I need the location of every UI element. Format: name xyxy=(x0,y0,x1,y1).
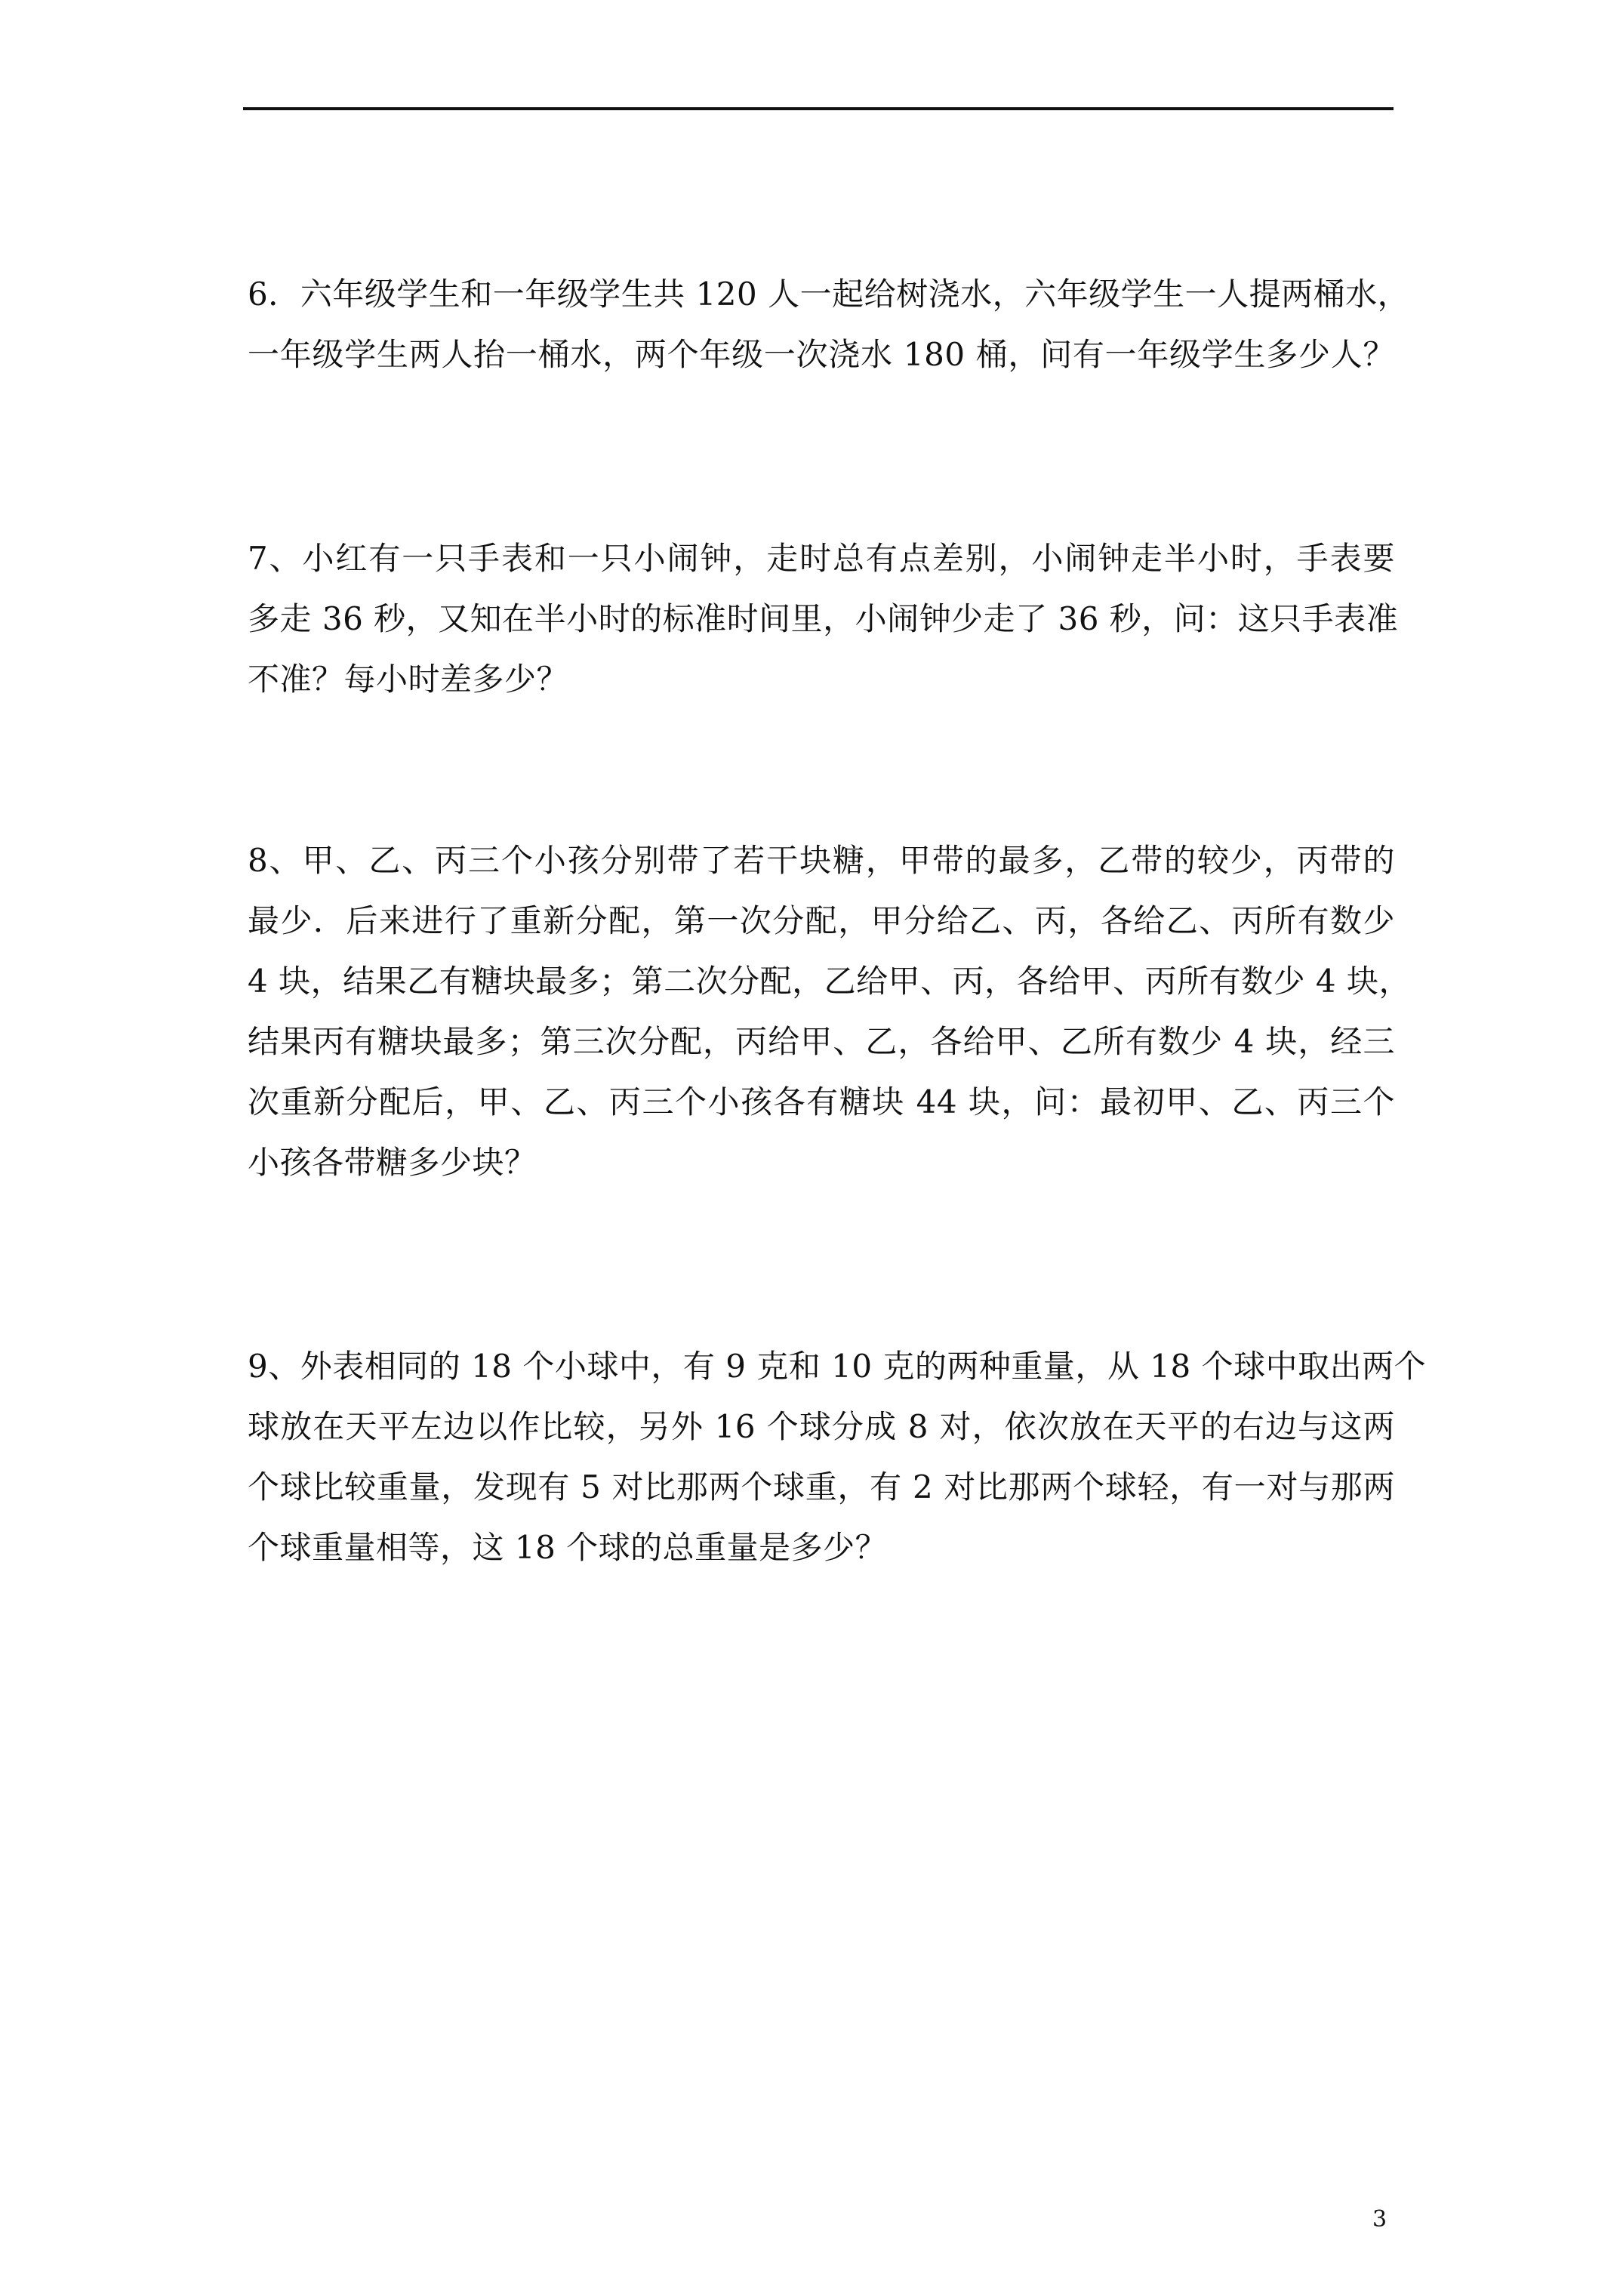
problem-8 xyxy=(248,831,1411,1193)
problem-6 xyxy=(248,264,1410,385)
problem-line: 多走 36 秒，又知在半小时的标准时间里，小闹钟少走了 36 秒，问：这只手表准 xyxy=(248,600,1399,637)
problem-line: 次重新分配后，甲、乙、丙三个小孩各有糖块 44 块，问：最初甲、乙、丙三个 xyxy=(248,1083,1395,1120)
problem-line: 6．六年级学生和一年级学生共 120 人一起给树浇水，六年级学生一人提两桶水， xyxy=(248,276,1410,313)
header-rule xyxy=(243,107,1394,110)
problem-line: 一年级学生两人抬一桶水，两个年级一次浇水 180 桶，问有一年级学生多少人？ xyxy=(248,336,1395,373)
problem-line: 球放在天平左边以作比较，另外 16 个球分成 8 对，依次放在天平的右边与这两 xyxy=(248,1408,1395,1445)
problem-line: 最少．后来进行了重新分配，第一次分配，甲分给乙、丙，各给乙、丙所有数少 xyxy=(248,902,1395,939)
problem-line: 个球重量相等，这 18 个球的总重量是多少？ xyxy=(248,1529,888,1566)
problem-line: 结果丙有糖块最多；第三次分配，丙给甲、乙，各给甲、乙所有数少 4 块，经三 xyxy=(248,1023,1395,1060)
problem-7 xyxy=(248,529,1399,710)
problem-line: 9、外表相同的 18 个小球中，有 9 克和 10 克的两种重量，从 18 个球中取出两个 xyxy=(248,1348,1427,1385)
problem-line: 个球比较重量，发现有 5 对比那两个球重，有 2 对比那两个球轻，有一对与那两 xyxy=(248,1469,1395,1505)
problem-9 xyxy=(248,1336,1427,1578)
problem-line: 小孩各带糖多少块？ xyxy=(248,1144,537,1181)
problem-line: 7、小红有一只手表和一只小闹钟，走时总有点差别，小闹钟走半小时，手表要 xyxy=(248,540,1395,577)
problem-line: 8、甲、乙、丙三个小孩分别带了若干块糖，甲带的最多，乙带的较少，丙带的 xyxy=(248,842,1395,879)
problem-line: 不准？每小时差多少？ xyxy=(248,661,569,698)
page-number: 3 xyxy=(1372,2206,1387,2233)
problem-line: 4 块，结果乙有糖块最多；第二次分配，乙给甲、丙，各给甲、丙所有数少 4 块， xyxy=(248,963,1411,1000)
